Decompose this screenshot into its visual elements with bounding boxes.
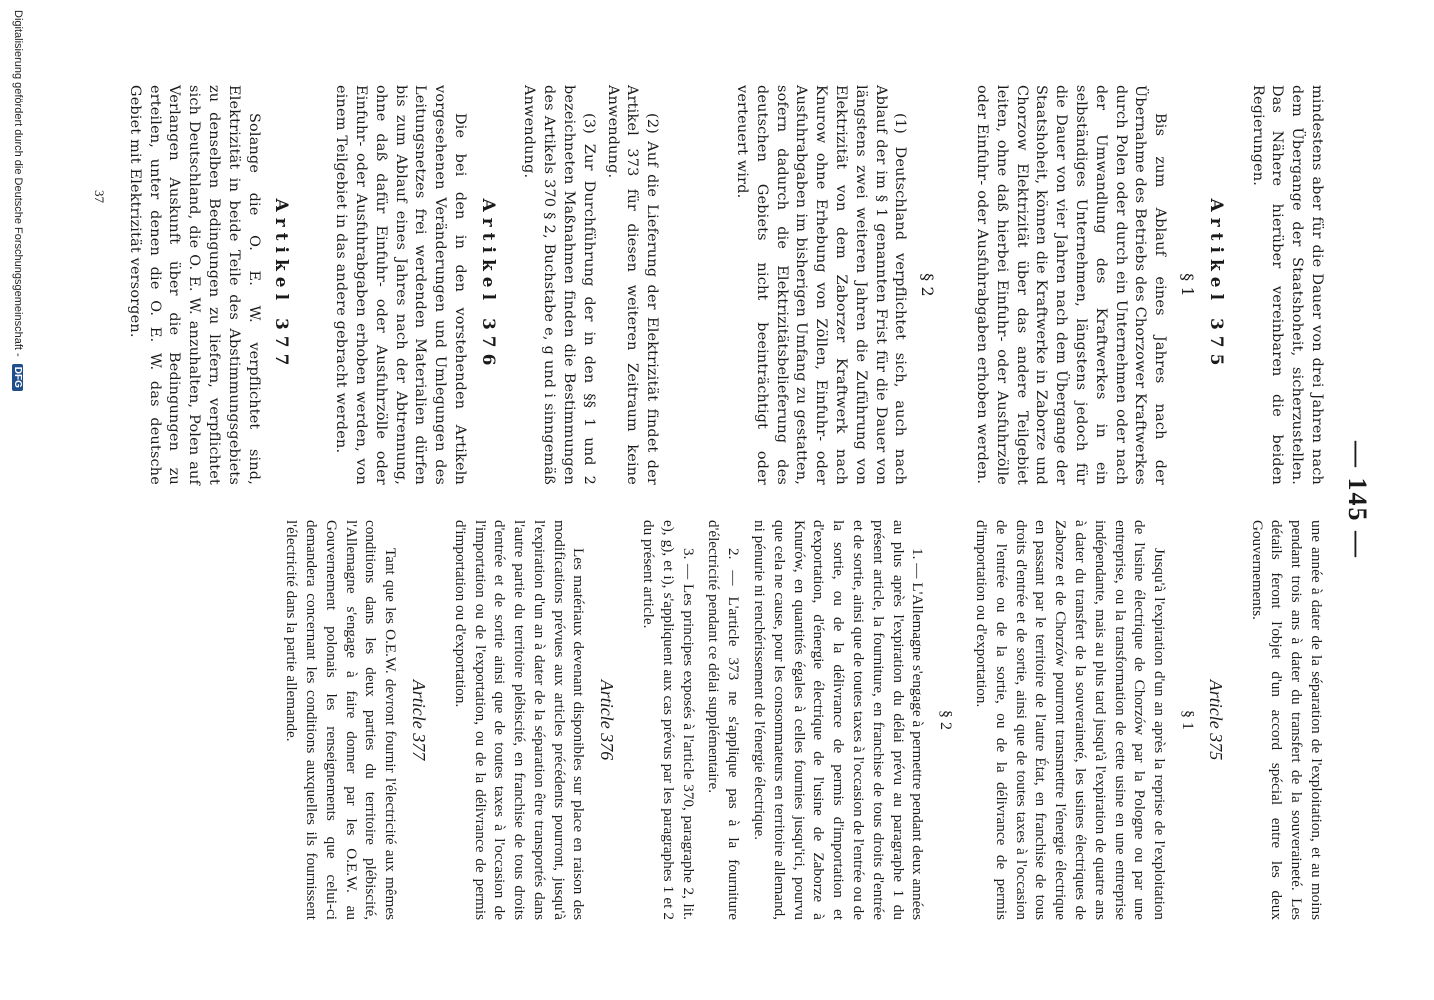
french-article-376-heading: Article 376 [597, 679, 618, 761]
french-article-375-heading: Article 375 [1205, 679, 1226, 761]
french-article-375-section-1-mark: § 1 [1179, 710, 1197, 730]
french-article-375-section-2-paragraph-2: 2. — L'article 373 ne s'applique pas à la fourniture d'électricité pendant ce délai supplémentaire. [705, 520, 743, 920]
french-article-376-text: Les matériaux devenant disponibles sur place en raison des modifications prévues aux articles précédents pourront, jusqu'à l'expiration d'un an à dater de la séparation être transportés dans l'autre partie du territoire plébiscité, en franchise de tous droits d'entrée et de sortie ainsi que de toutes taxes à l'occasion de l'importation ou de l'exportation, ou de la délivrance de permis d'importation ou d'exportation. [451, 520, 588, 920]
digitization-credit-text: Digitalisierung gefördert durch die Deutsche Forschungsgemeinschaft - [12, 10, 24, 357]
german-article-377-text: Solange die O. E. W. verpflichtet sind, Elektrizität in beide Teile des Abstimmungsgebiets zu denselben Bedingungen zu liefern, verpflichtet sich Deutschland, die O. E. W. anzuhalten, Polen auf Verlangen Auskunft über die Bedingungen zu erteilen, unter denen die O. E. W. das deutsche Gebiet mit Elektrizität versorgen. [126, 85, 262, 485]
german-article-375-section-2-paragraph-1: (1) Deutschland verpflichtet sich, auch nach Ablauf der im § 1 genannten Frist für die Dauer von längstens zwei weiteren Jahren die Zuführung von Elektrizität von dem Zaborzer Kraftwerk nach Knurow ohne Erhebung von Zöllen, Einfuhr- oder Ausfuhrabgaben im bisherigen Umfang zu gestatten, sofern dadurch die Elektrizitätsbelieferung des deutschen Gebiets nicht beeinträchtigt oder verteuert wird. [734, 85, 909, 485]
french-article-375-section-1-text: Jusqu'à l'expiration d'un an après la reprise de l'exploitation de l'usine électrique de Chorzów par la Pologne ou par une entreprise, ou la transformation de cette usine en une entreprise indépendante, mais au plus tard jusqu'à l'expiration de quatre ans à dater du transfert de la souveraineté, les usines électriques de Zaborze et de Chorzów pourront transmettre l'énergie électrique en passant par le territoire de l'autre État, en franchise de tous droits d'entrée et de sortie, ainsi que de toutes taxes à l'occasion de l'entrée ou de la sortie, ou de la délivrance de permis d'importation ou d'exportation. [973, 520, 1169, 920]
french-article-377-heading: Article 377 [408, 679, 429, 761]
french-text-column [275, 520, 1326, 920]
german-article-375-heading: Artikel 375 [1205, 198, 1226, 372]
french-article-377-text: Tant que les O.E.W. devront fournir l'électricité aux mêmes conditions dans les deux parties du territoire plébiscité, l'Allemagne s'engage à faire donner par les O.E.W. au Gouvernement polonais les renseignements que celui-ci demandera concernant les conditions auxquelles ils fournissent l'électricité dans la partie allemande. [283, 520, 400, 920]
german-article-375-section-1-mark: § 1 [1178, 273, 1198, 297]
french-article-375-section-2-mark: § 2 [937, 710, 955, 730]
page-number: — 145 — [1343, 441, 1372, 559]
french-article-375-section-2-paragraph-3: 3. — Les principes exposés à l'article 370, paragraphe 2, lit. e), g), et i), s'appliquent aux cas prévus par les paragraphes 1 et 2 du présent article. [640, 520, 697, 920]
digitization-credit [12, 10, 24, 990]
german-article-376-text: Die bei den in den vorstehenden Artikeln vorgesehenen Veränderungen und Umlegungen des Leitungsnetzes frei werdenden Materialien dürfen bis zum Ablauf eines Jahres nach der Abtrennung, ohne daß dafür Einfuhr- oder Ausfuhrzölle oder Einfuhr- oder Ausfuhrabgaben erhoben werden, von einem Teilgebiet in das andere gebracht werden. [333, 85, 468, 485]
german-continuation-paragraph: mindestens aber für die Dauer von drei Jahren nach dem Übergange der Staatshoheit, sicherzustellen. Das Nähere hierüber vereinbaren die beiden Regierungen. [1249, 85, 1325, 485]
german-article-377-heading: Artikel 377 [271, 198, 292, 372]
german-article-375-section-1-text: Bis zum Ablauf eines Jahres nach der Übernahme des Betriebs des Chorzower Kraftwerkes durch Polen oder durch ein Unternehmen oder nach der Umwandlung des Kraftwerkes in ein selbständiges Unternehmen, längstens jedoch für die Dauer von vier Jahren nach dem Übergange der Staatshoheit, können die Kraftwerke in Zaborze und Chorzow Elektrizität über das andere Teilgebiet leiten, ohne daß hierbei Einfuhr- oder Ausfuhrzölle oder Einfuhr- oder Ausfuhrabgaben erhoben werden. [974, 85, 1169, 485]
german-article-376-heading: Artikel 376 [477, 198, 498, 372]
french-continuation-paragraph: une année à dater de la séparation de l'exploitation, et au moins pendant trois ans à dater du transfert de la souveraineté. Les détails feront l'objet d'un accord spécial entre les deux Gouvernements. [1248, 520, 1325, 920]
german-article-375-section-2-paragraph-2: (2) Auf die Lieferung der Elektrizität findet der Artikel 373 für diesen weiteren Zeitraum keine Anwendung. [604, 85, 661, 485]
german-article-375-section-2-mark: § 2 [918, 273, 938, 297]
french-article-375-section-2-paragraph-1: 1. — L'Allemagne s'engage à permettre pendant deux années au plus après l'expiration du délai prévu au paragraphe 1 du présent article, la fourniture, en franchise de tous droits d'entrée et de sortie, ainsi que de toutes taxes à l'occasion de l'entrée ou de la sortie, ou de la délivrance de permis d'importation et d'exportation, d'énergie électrique de l'usine de Zaborze à Knurów, en quantités égales à celles fournies jusqu'ici, pourvu que cela ne cause, pour les consommateurs en territoire allemand, ni pénurie ni renchérissement de l'énergie électrique. [751, 520, 927, 920]
german-text-column [120, 85, 1326, 485]
sheet-number: 37 [92, 190, 107, 203]
dfg-logo: DFG [12, 364, 23, 391]
german-article-375-section-2-paragraph-3: (3) Zur Durchführung der in den §§ 1 und 2 bezeichneten Maßnahmen finden die Bestimmungen des Artikels 370 § 2, Buchstabe e, g und i sinngemäß Anwendung. [521, 85, 597, 485]
